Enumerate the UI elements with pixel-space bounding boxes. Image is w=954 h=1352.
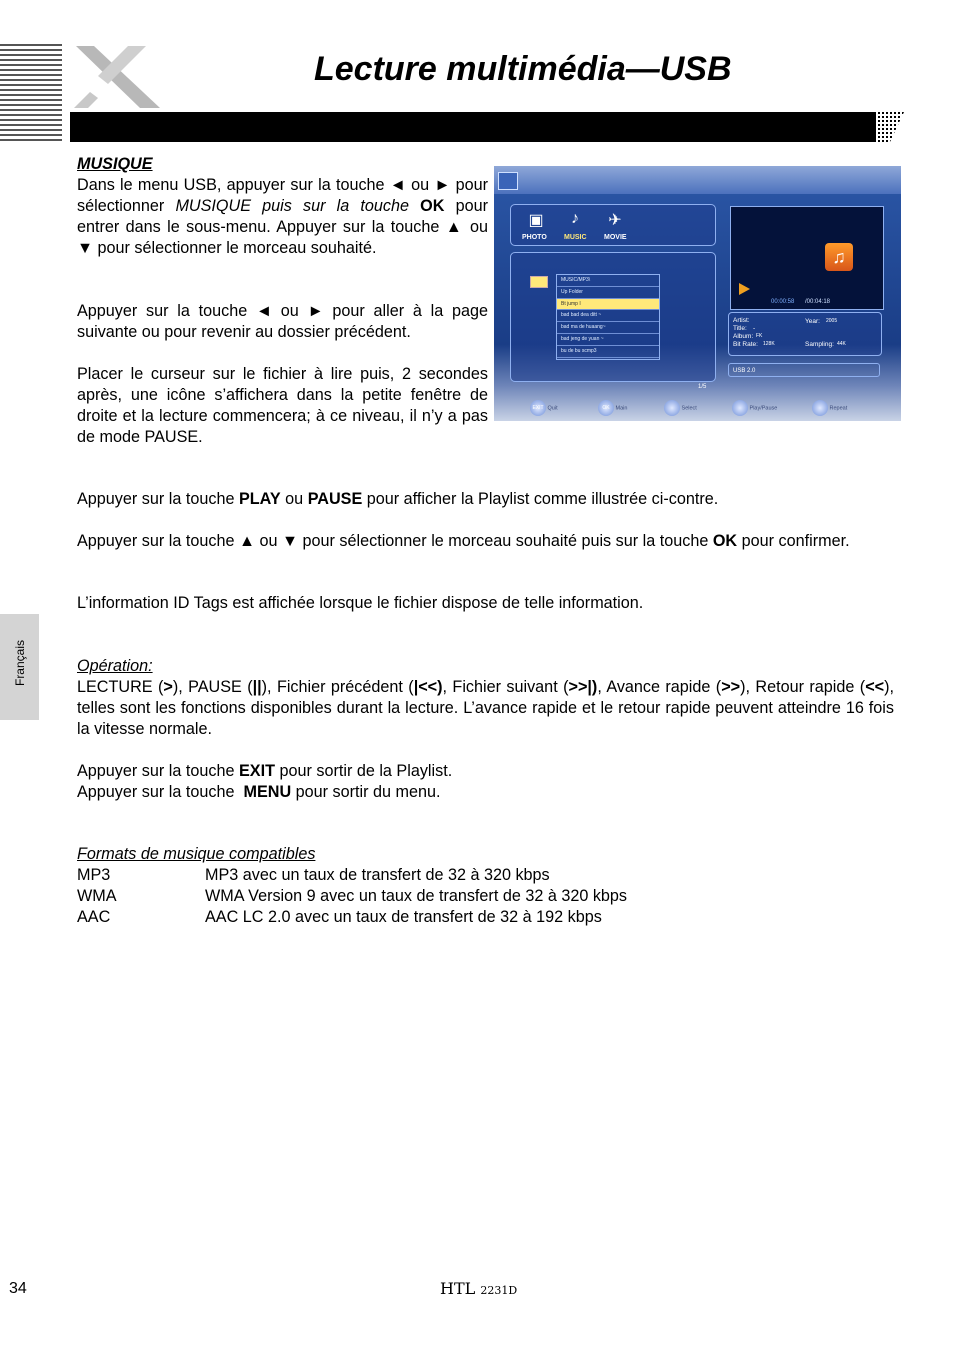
ok-key-icon: OK [598, 400, 614, 416]
list-item[interactable]: MUSIC/MP3\ [557, 275, 659, 287]
select-button[interactable] [664, 400, 697, 416]
text-span: >>|) [568, 678, 598, 696]
format-name-wma: WMA [77, 887, 117, 905]
screen-top-bar [494, 166, 901, 194]
movie-icon: ✈ [608, 212, 622, 229]
format-desc-mp3: MP3 avec un taux de transfert de 32 à 320 kbps [205, 866, 550, 884]
model-text: HTL [440, 1279, 476, 1298]
album-value: FK [756, 333, 763, 339]
model-number: 2231D [480, 1284, 518, 1297]
tab-movie[interactable]: MOVIE [604, 234, 627, 241]
list-item[interactable]: Up Folder [557, 287, 659, 299]
exit-key-icon: EXIT [530, 400, 546, 416]
text-span: > [163, 678, 173, 696]
preview-window [730, 206, 884, 310]
list-item[interactable]: bad jeng de yuan ~ [557, 334, 659, 346]
text-span [409, 197, 420, 215]
text-span: pour sortir du menu. [291, 783, 441, 801]
musique-paragraph-2: Appuyer sur la touche ◄ ou ► pour aller à la page suivante ou pour revenir au dossier précédent. [77, 302, 488, 341]
menu-paragraph [77, 782, 441, 803]
play-pause-key-icon [732, 400, 748, 416]
text-span: , Avance rapide ( [597, 678, 722, 696]
button-label: Main [615, 405, 628, 412]
tab-photo[interactable]: PHOTO [522, 234, 547, 241]
text-span: pour afficher la Playlist comme illustrée ci-contre. [362, 490, 719, 508]
text-span: |<<) [413, 678, 443, 696]
tab-music[interactable]: MUSIC [564, 234, 587, 241]
idtags-paragraph: L’information ID Tags est affichée lorsque le fichier dispose de telle information. [77, 594, 644, 612]
album-label: Album: [733, 333, 754, 340]
music-note-icon: ♫ [825, 243, 853, 271]
header-bar-pattern [862, 112, 904, 142]
text-span: pour sortir de la Playlist. [274, 762, 453, 780]
button-label: Select [681, 405, 697, 412]
language-label: Français [13, 640, 27, 687]
bitrate-label: Bit Rate: [733, 341, 758, 348]
brand-logo-icon [68, 40, 168, 112]
text-span: Appuyer sur la touche [77, 490, 239, 508]
list-item[interactable]: bu de bu scmp3 [557, 346, 659, 358]
page-indicator: 1/5 [698, 384, 707, 390]
play-icon [739, 283, 750, 295]
photo-icon: ▣ [528, 212, 544, 229]
operation-paragraph [77, 677, 894, 740]
text-span: pour confirmer. [737, 532, 850, 550]
operation-heading: Opération: [77, 657, 153, 675]
text-span: MENU [243, 783, 292, 801]
text-span: ou [280, 490, 308, 508]
music-icon: ♪ [571, 210, 579, 227]
exit-button[interactable] [530, 400, 558, 416]
text-span: PAUSE [307, 490, 363, 508]
screen-menu-icon [498, 172, 518, 190]
text-span: OK [712, 532, 738, 550]
text-span: LECTURE ( [77, 678, 164, 696]
text-span: OK [420, 197, 445, 215]
id-tag-info [728, 312, 882, 356]
text-span: , Fichier suivant ( [442, 678, 569, 696]
list-item[interactable]: bad ma de huaang~ [557, 322, 659, 334]
time-current: 00:00:58 [771, 299, 795, 305]
page-title: Lecture multimédia—USB [314, 50, 732, 88]
format-desc-wma: WMA Version 9 avec un taux de transfert de 32 à 320 kbps [205, 887, 628, 905]
time-total: /00:04:18 [805, 299, 831, 305]
formats-heading: Formats de musique compatibles [77, 845, 316, 863]
usb-music-screenshot [494, 166, 901, 421]
header-bar [70, 112, 876, 142]
text-span: ), telles sont les fonctions disponibles durant la lecture. L’avance rapide et le retour rapide peuvent atteindre 16 fois la vitesse normale. [77, 678, 894, 738]
text-span: << [865, 678, 885, 696]
ok-button[interactable] [598, 400, 627, 416]
repeat-button[interactable] [812, 400, 847, 416]
music-file-list [556, 274, 660, 360]
text-span: Appuyer sur la touche ▲ ou ▼ pour sélectionner le morceau souhaité puis sur la touche [77, 532, 713, 550]
artist-label: Artist: [733, 317, 750, 324]
text-span: Appuyer sur la touche [77, 783, 244, 801]
page-number: 34 [9, 1280, 27, 1297]
usb-version: USB 2.0 [728, 363, 880, 377]
musique-paragraph-3: Placer le curseur sur le fichier à lire puis, 2 secondes après, une icône s’affichera dans la petite fenêtre de droite et la lecture commencera; à ce niveau, il n’y a pas de mode PAUSE. [77, 365, 488, 446]
text-span: MUSIQUE puis sur la touche [175, 197, 409, 215]
play-paragraph [77, 489, 894, 510]
list-item-selected[interactable]: Bt jump I [557, 299, 659, 311]
sampling-value: 44K [837, 341, 846, 347]
button-label: Play/Pause [749, 405, 778, 412]
text-span: ), Fichier précédent ( [261, 678, 414, 696]
text-span: Dans le menu USB, appuyer sur la touche ◄ ou ► pour sélectionner [77, 176, 488, 215]
text-span: ), PAUSE ( [172, 678, 253, 696]
sampling-label: Sampling: [805, 341, 834, 348]
text-span: >> [721, 678, 741, 696]
text-span: || [252, 678, 262, 696]
text-span: ), Retour rapide ( [740, 678, 866, 696]
year-value: 2005 [826, 318, 838, 324]
musique-heading: MUSIQUE [77, 155, 153, 173]
repeat-key-icon [812, 400, 828, 416]
format-name-mp3: MP3 [77, 866, 111, 884]
play-pause-button[interactable] [732, 400, 777, 416]
format-name-aac: AAC [77, 908, 111, 926]
title-value: - [753, 325, 756, 332]
text-span: pour entrer dans le sous-menu. Appuyer sur la touche ▲ ou ▼ pour sélectionner le morceau souhaité. [77, 197, 488, 257]
exit-paragraph [77, 761, 452, 782]
text-span: Appuyer sur la touche [77, 762, 239, 780]
folder-icon [530, 276, 548, 288]
format-desc-aac: AAC LC 2.0 avec un taux de transfert de 32 à 192 kbps [205, 908, 602, 926]
list-item[interactable]: bad bad dea ditt ~ [557, 310, 659, 322]
year-label: Year: [805, 318, 820, 325]
text-span: PLAY [238, 490, 281, 508]
button-label: Quit [547, 405, 558, 412]
text-span: EXIT [238, 762, 275, 780]
select-key-icon [664, 400, 680, 416]
button-label: Repeat [829, 405, 848, 412]
header-stripes [0, 44, 62, 144]
bitrate-value: 128K [763, 341, 775, 347]
select-paragraph [77, 531, 894, 552]
title-label: Title: [733, 325, 747, 332]
model-name [440, 1279, 517, 1298]
musique-paragraph-1 [77, 175, 488, 259]
